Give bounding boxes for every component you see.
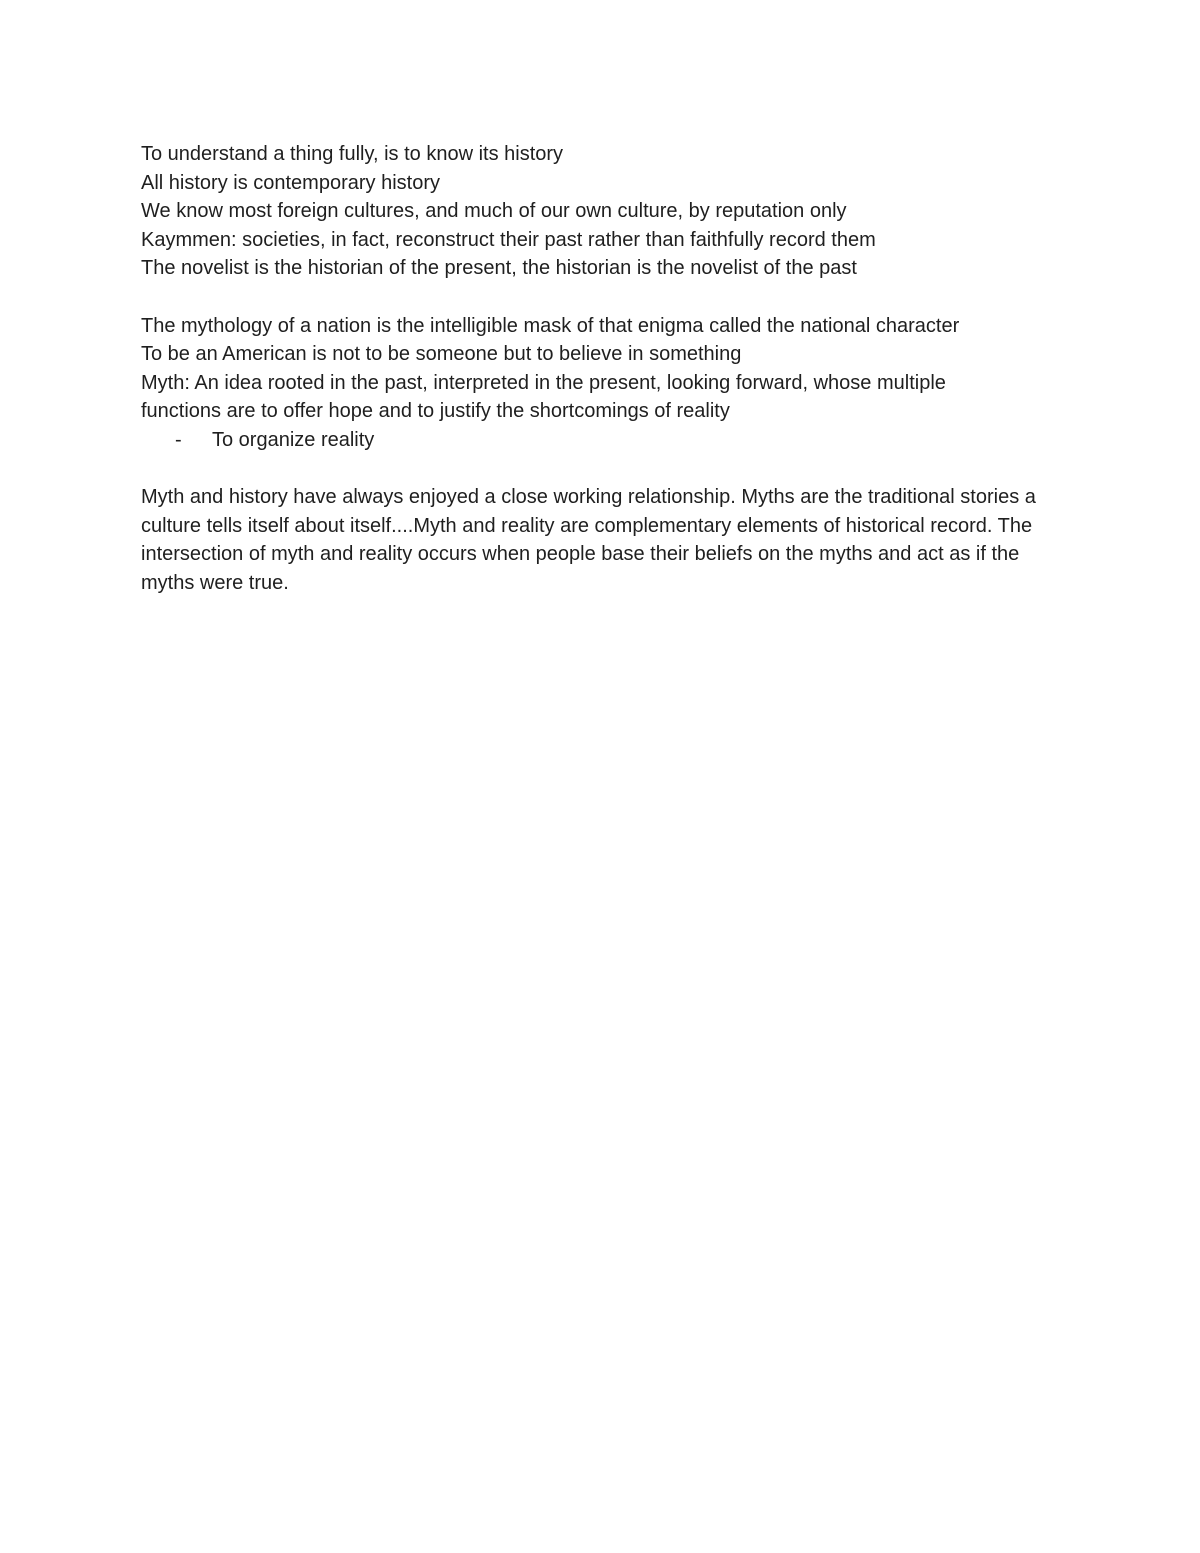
text-line: To be an American is not to be someone but to believe in something (141, 343, 742, 366)
text-line: The novelist is the historian of the present, the historian is the novelist of the past (141, 257, 857, 280)
blank-line (141, 455, 1061, 484)
blank-line (141, 283, 1061, 312)
list-item-text: To organize reality (212, 428, 375, 451)
text-line: Kaymmen: societies, in fact, reconstruct their past rather than faithfully record them (141, 228, 876, 251)
closing-paragraph: Myth and history have always enjoyed a close working relationship. Myths are the traditional stories a culture tells itself about itself....Myth and reality are complementary elements of historical record. The intersection of myth and reality occurs when people base their beliefs on the myths and act as if the myths were true. (141, 486, 1036, 594)
text-line: We know most foreign cultures, and much of our own culture, by reputation only (141, 200, 847, 223)
text-line: The mythology of a nation is the intelligible mask of that enigma called the national character (141, 314, 960, 337)
text-line: To understand a thing fully, is to know its history (141, 143, 564, 165)
text-line: All history is contemporary history (141, 171, 440, 194)
list-item (141, 426, 1061, 455)
myth-definition: Myth: An idea rooted in the past, interpreted in the present, looking forward, whose multiple functions are to offer hope and to justify the shortcomings of reality (141, 371, 946, 423)
bullet-dash-icon: - (175, 428, 182, 451)
document-body (141, 140, 1061, 598)
